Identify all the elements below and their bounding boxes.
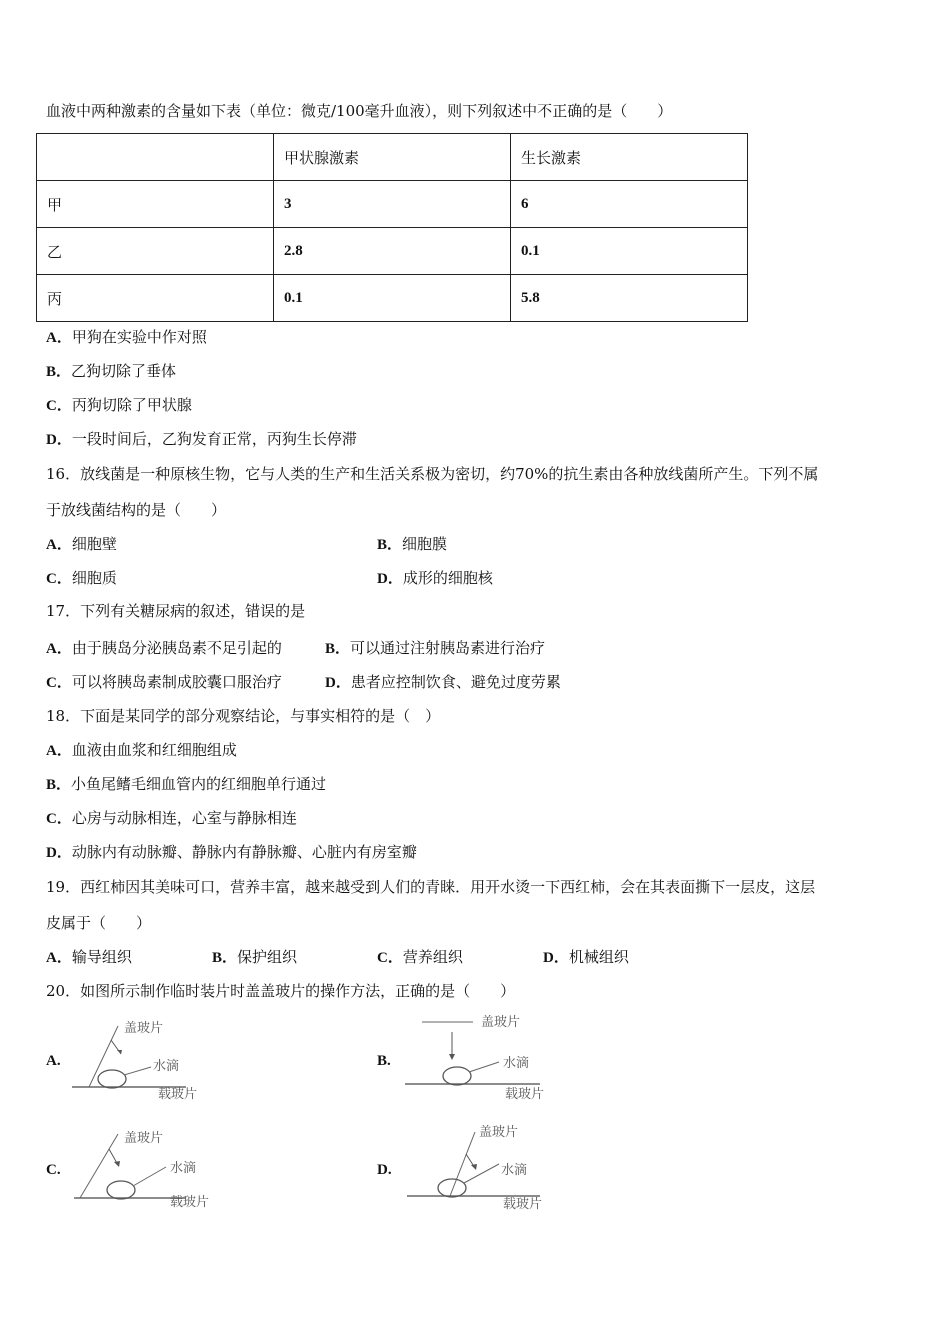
option-text: 保护组织: [237, 948, 298, 966]
option-key: B．: [212, 950, 238, 966]
option-key: D．: [543, 950, 569, 966]
q16-option-c: [46, 568, 117, 589]
q18-stem: 18．下面是某同学的部分观察结论，与事实相符的是（ ）: [46, 707, 441, 725]
q19-option-a: [46, 947, 132, 968]
option-text: 由于胰岛分泌胰岛素不足引起的: [71, 639, 282, 657]
cover-glass-label: 盖玻片: [479, 1125, 519, 1140]
option-key: B．: [377, 537, 403, 553]
option-key: D．: [46, 845, 72, 861]
cover-glass-label: 盖玻片: [124, 1131, 164, 1146]
q19-stem-line1: 19．西红柿因其美味可口，营养丰富，越来越受到人们的青睐．用开水烫一下西红柿，会在其表面撕下一层皮，这层: [46, 878, 816, 896]
table-header-cell: 甲状腺激素: [274, 134, 511, 181]
table-cell: 0.1: [511, 228, 748, 275]
q17-option-b: [325, 638, 545, 659]
q20-figure-d: [395, 1118, 565, 1214]
water-drop-label: 水滴: [503, 1056, 530, 1071]
q20-figure-c: [66, 1122, 236, 1214]
option-key: D．: [325, 675, 351, 691]
option-text: 可以通过注射胰岛素进行治疗: [350, 639, 546, 657]
water-drop-label: 水滴: [153, 1059, 180, 1074]
option-key: A．: [46, 641, 72, 657]
option-key: B．: [325, 641, 351, 657]
table-cell: 3: [274, 181, 511, 228]
q19-stem-line2: 皮属于（ ）: [46, 914, 152, 932]
option-key: B．: [46, 364, 72, 380]
option-key: C．: [377, 950, 403, 966]
option-key: A．: [46, 330, 72, 346]
table-row: [37, 228, 748, 275]
table-header-cell: 生长激素: [511, 134, 748, 181]
q20-figure-b: [395, 1010, 565, 1102]
option-text: 心房与动脉相连，心室与静脉相连: [71, 809, 297, 827]
option-text: 成形的细胞核: [402, 569, 493, 587]
option-key: A．: [46, 950, 72, 966]
q18-option-b: [46, 774, 326, 795]
cover-glass-label: 盖玻片: [124, 1021, 164, 1036]
option-text: 营养组织: [402, 948, 463, 966]
q19-option-b: [212, 947, 297, 968]
q19-option-d: [543, 947, 629, 968]
option-key: D．: [377, 571, 403, 587]
option-text: 血液由血浆和红细胞组成: [71, 741, 237, 759]
option-key: C．: [46, 398, 72, 414]
hormone-table: [36, 133, 748, 322]
q15-option-a: [46, 327, 207, 348]
table-cell: 甲: [37, 181, 274, 228]
option-text: 甲狗在实验中作对照: [71, 328, 207, 346]
q16-stem-line1: 16．放线菌是一种原核生物，它与人类的生产和生活关系极为密切，约70%的抗生素由各种放线菌所产生。下列不属: [46, 465, 819, 483]
slide-label: 载玻片: [503, 1197, 543, 1212]
option-key: B．: [46, 777, 72, 793]
q16-option-d: [377, 568, 493, 589]
q20-figure-a-label: A.: [46, 1053, 61, 1069]
q17-option-c: [46, 672, 282, 693]
q17-option-a: [46, 638, 282, 659]
option-key: D．: [46, 432, 72, 448]
q17-stem: 17．下列有关糖尿病的叙述，错误的是: [46, 602, 306, 620]
table-cell: 5.8: [511, 275, 748, 322]
option-key: C．: [46, 675, 72, 691]
water-drop-label: 水滴: [170, 1161, 197, 1176]
q20-stem: 20．如图所示制作临时装片时盖盖玻片的操作方法，正确的是（ ）: [46, 982, 516, 1000]
water-drop-label: 水滴: [501, 1163, 528, 1178]
table-row: [37, 181, 748, 228]
q15-option-b: [46, 361, 176, 382]
table-cell: 乙: [37, 228, 274, 275]
option-text: 小鱼尾鳍毛细血管内的红细胞单行通过: [71, 775, 327, 793]
option-text: 机械组织: [568, 948, 629, 966]
q16-option-a: [46, 534, 117, 555]
option-text: 可以将胰岛素制成胶囊口服治疗: [71, 673, 282, 691]
table-cell: 0.1: [274, 275, 511, 322]
slide-label: 载玻片: [158, 1087, 198, 1102]
q20-figure-c-label: C.: [46, 1162, 61, 1178]
option-text: 动脉内有动脉瓣、静脉内有静脉瓣、心脏内有房室瓣: [71, 843, 417, 861]
slide-label: 载玻片: [505, 1087, 545, 1102]
q15-option-d: [46, 429, 357, 450]
option-text: 一段时间后，乙狗发育正常，丙狗生长停滞: [71, 430, 357, 448]
option-key: C．: [46, 811, 72, 827]
table-cell: 丙: [37, 275, 274, 322]
q18-option-a: [46, 740, 237, 761]
q19-option-c: [377, 947, 463, 968]
q18-option-d: [46, 842, 417, 863]
option-text: 乙狗切除了垂体: [71, 362, 177, 380]
table-cell: 2.8: [274, 228, 511, 275]
option-key: A．: [46, 743, 72, 759]
slide-label: 载玻片: [170, 1195, 210, 1210]
table-row: [37, 275, 748, 322]
q15-stem: 血液中两种激素的含量如下表（单位：微克/100毫升血液），则下列叙述中不正确的是（ ）: [46, 102, 673, 120]
option-key: C．: [46, 571, 72, 587]
option-text: 细胞质: [71, 569, 117, 587]
q17-option-d: [325, 672, 561, 693]
option-text: 丙狗切除了甲状腺: [71, 396, 192, 414]
q18-option-c: [46, 808, 297, 829]
table-header-row: [37, 134, 748, 181]
option-text: 细胞膜: [402, 535, 448, 553]
option-key: A．: [46, 537, 72, 553]
q20-figure-b-label: B.: [377, 1053, 391, 1069]
q20-figure-d-label: D.: [377, 1162, 392, 1178]
cover-glass-label: 盖玻片: [481, 1015, 521, 1030]
option-text: 细胞壁: [71, 535, 117, 553]
table-header-cell: [37, 134, 274, 181]
option-text: 输导组织: [71, 948, 132, 966]
q16-option-b: [377, 534, 447, 555]
q15-option-c: [46, 395, 192, 416]
table-cell: 6: [511, 181, 748, 228]
option-text: 患者应控制饮食、避免过度劳累: [350, 673, 561, 691]
q20-figure-a: [66, 1012, 226, 1102]
q16-stem-line2: 于放线菌结构的是（ ）: [46, 501, 227, 519]
